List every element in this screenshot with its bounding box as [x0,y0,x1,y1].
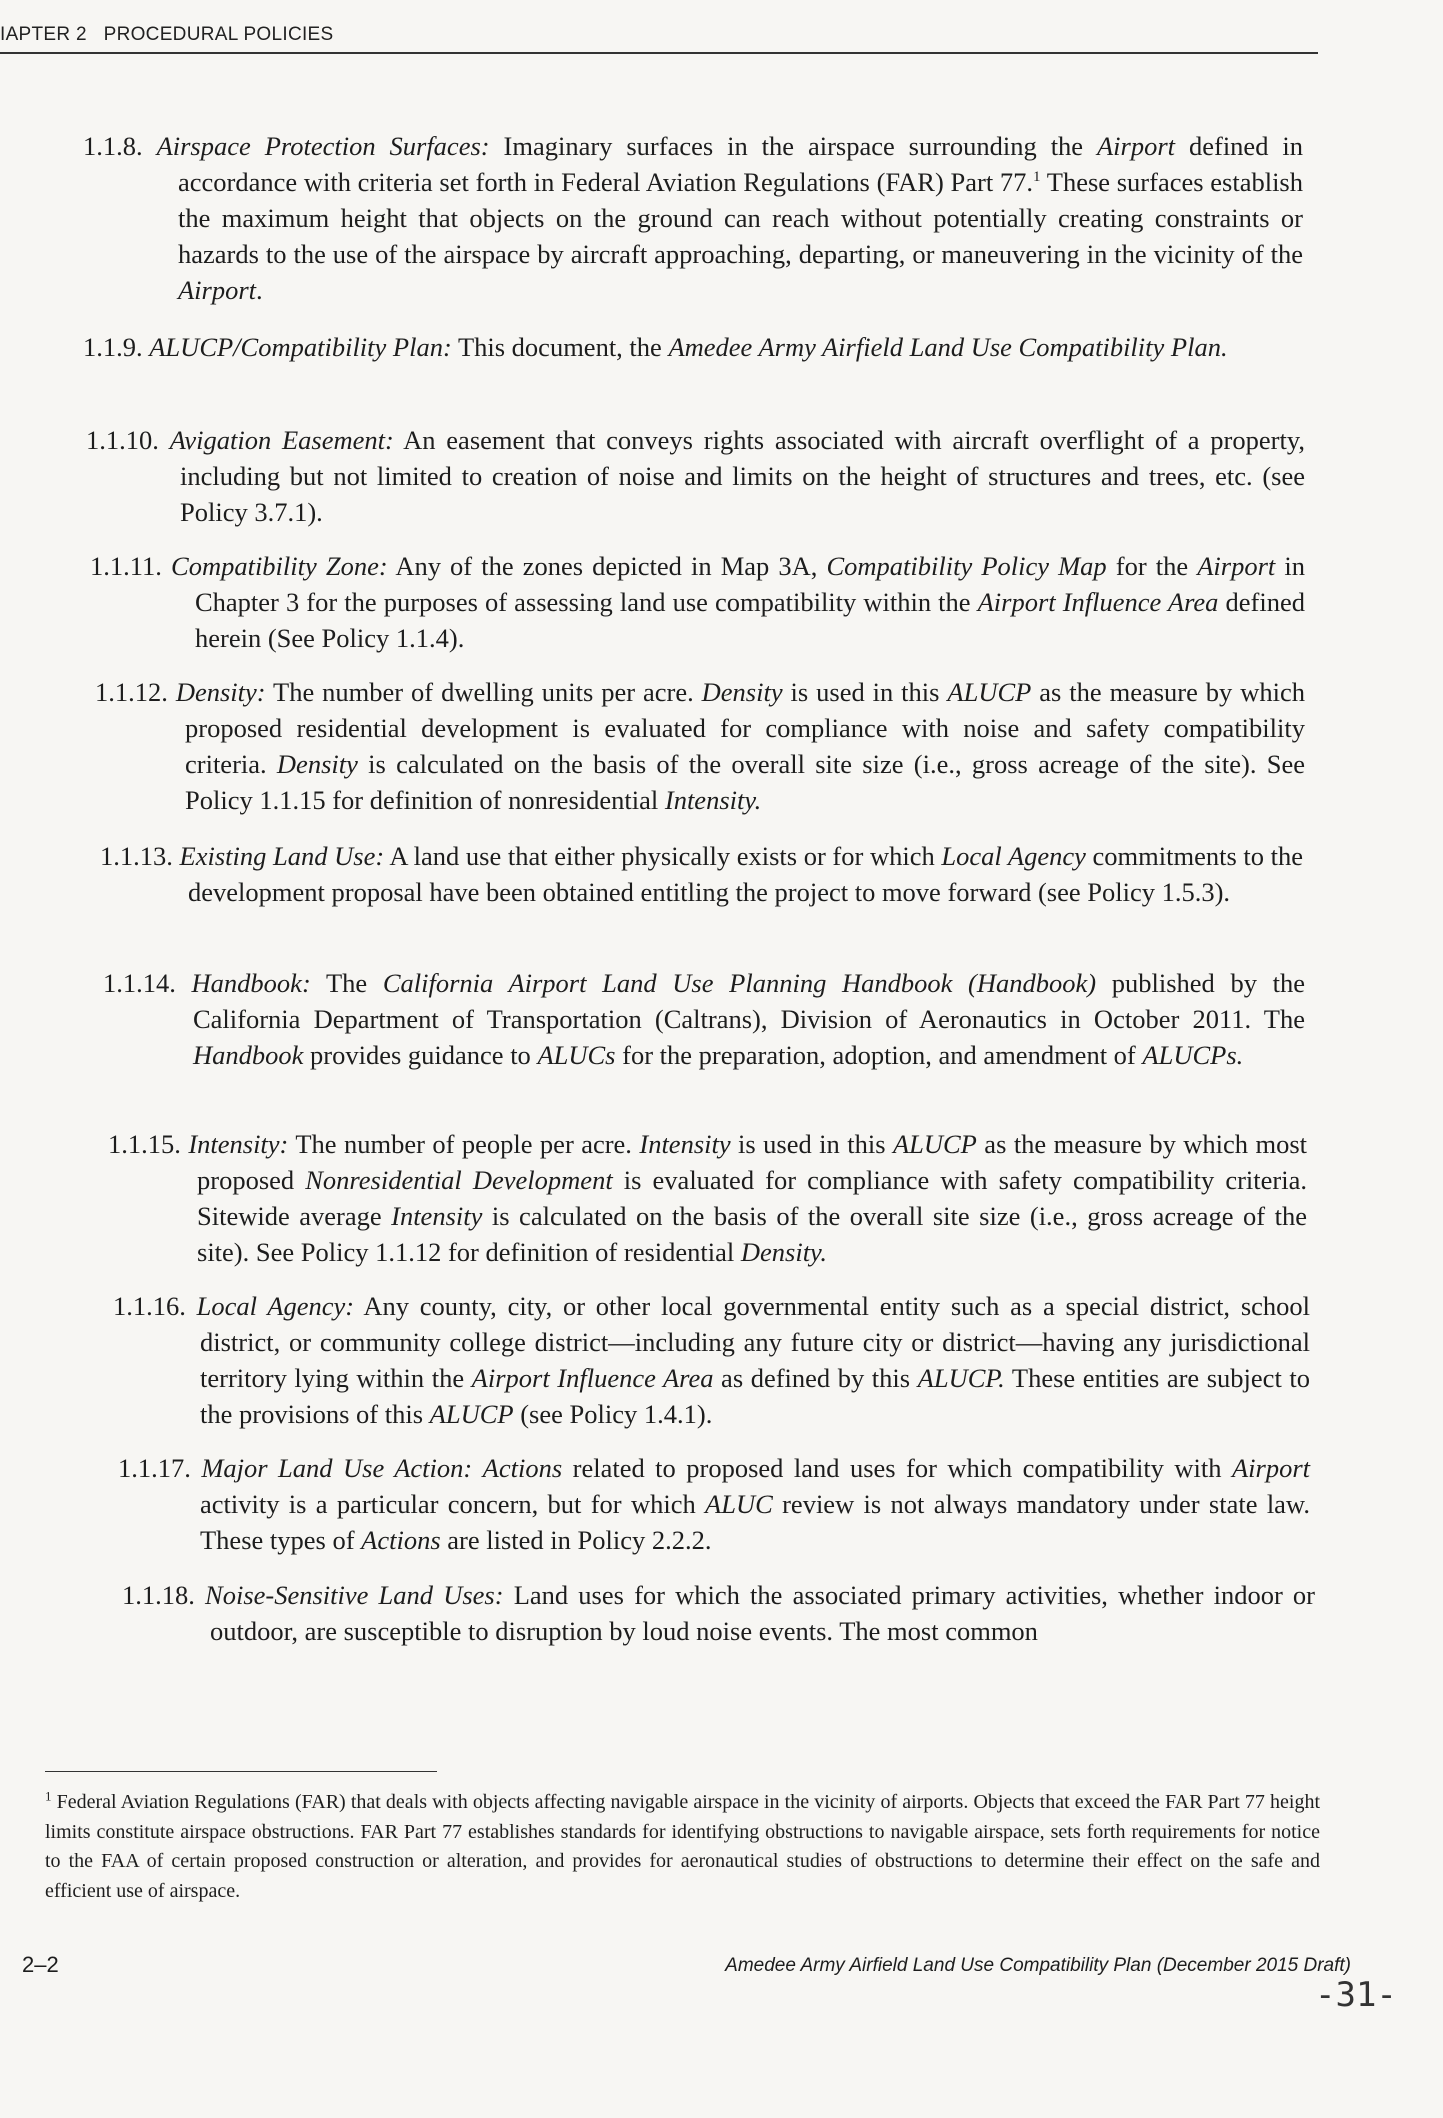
definition-number: 1.1.8. [83,131,143,161]
definition-text: defined herein (See Policy 1.1.4). [195,587,1305,653]
footnote-reference: 1 [1033,169,1041,186]
definition-text: provides guidance to [303,1040,538,1070]
definition-1-1-13 [100,838,1304,910]
definition-term: Local Agency: [196,1291,355,1321]
definition-text: ALUCP. [917,1363,1005,1393]
definition-text: published by the California Department of Transportation (Caltrans), Division of Aeronautics in October 2011. The [193,968,1305,1034]
definition-text: The number of people per acre. [288,1129,640,1159]
definition-term: Handbook: [191,968,311,998]
definition-number: 1.1.11. [90,551,162,581]
definition-text: Airport Influence Area [977,587,1219,617]
definition-number: 1.1.13. [100,841,173,871]
definition-term: Compatibility Zone: [171,551,388,581]
definition-text: Density. [740,1237,827,1267]
definition-text: ALUCP [892,1129,977,1159]
definition-term: ALUCP/Compatibility Plan: [149,332,452,362]
definition-text: An easement that conveys rights associated with aircraft overflight of a property, including but not limited to creation of noise and limits on the height of structures and trees, etc. (see Policy 3.7.1). [180,425,1305,527]
definition-text: for the preparation, adoption, and amendment of [615,1040,1143,1070]
definition-text: Intensity [391,1201,483,1231]
definition-number: 1.1.17. [118,1453,191,1483]
chapter-header: IAPTER 2 PROCEDURAL POLICIES [0,24,334,45]
definition-text: Intensity. [664,785,762,815]
definition-text: These surfaces establish the maximum height that objects on the ground can reach without potentially creating constraints or hazards to the use of the airspace by aircraft approaching, departing, or maneuvering in the vicinity of the [178,167,1303,269]
definition-1-1-17 [118,1450,1311,1558]
definition-text: are listed in Policy 2.2.2. [440,1525,712,1555]
definition-text: Airport Influence Area [471,1363,714,1393]
definition-text: ALUC [705,1489,773,1519]
definition-1-1-9 [83,329,1303,365]
definition-text: Airport [1197,551,1276,581]
definition-text: is evaluated for compliance with safety compatibility criteria. Sitewide average [197,1165,1307,1231]
definition-text: Actions [361,1525,441,1555]
definition-text: The [310,968,383,998]
definition-text: ALUCP [429,1399,514,1429]
definition-text: Amedee Army Airfield Land Use Compatibility Plan. [668,332,1228,362]
footnote-rule [45,1771,437,1772]
definition-text: This document, the [451,332,669,362]
definition-text: Airport [178,275,257,305]
footnote-text: Federal Aviation Regulations (FAR) that deals with objects affecting navigable airspace in the vicinity of airports. Objects that exceed the FAR Part 77 height limits constitute airspace obstructions. FAR Part 77 establishes standards for identifying obstructions to navigable airspace, sets forth requirements for notice to the FAA of certain proposed construction or alteration, and provides for aeronautical studies of obstructions to determine their effect on the safe and efficient use of airspace. [45,1791,1321,1902]
definition-text: Handbook [193,1040,304,1070]
definition-text: California Airport Land Use Planning Handbook (Handbook) [382,968,1097,998]
definition-term: Existing Land Use: [179,841,385,871]
definition-text: Airport [1097,131,1176,161]
definition-text: Intensity [639,1129,731,1159]
handwritten-page-number: -31- [1315,1975,1397,2015]
definition-text: as the measure by which proposed residential development is evaluated for compliance with noise and safety compatibility criteria. [185,677,1305,779]
definition-text: Imaginary surfaces in the airspace surrounding the [489,131,1097,161]
definition-term: Noise-Sensitive Land Uses: [205,1580,504,1610]
definition-term: Avigation Easement: [169,425,394,455]
definition-text: is calculated on the basis of the overall site size (i.e., gross acreage of the site). See Policy 1.1.12 for definition of residential [197,1201,1307,1267]
definition-text: ALUCPs. [1142,1040,1244,1070]
definition-text: review is not always mandatory under state law. These types of [200,1489,1310,1555]
definition-1-1-14 [103,965,1305,1073]
footnote [45,1788,1320,1906]
definition-1-1-8 [83,128,1303,308]
definition-term: Density: [175,677,266,707]
definition-text: ALUCs [537,1040,616,1070]
definition-text: Nonresidential Development [305,1165,613,1195]
definition-text: The number of dwelling units per acre. [265,677,702,707]
definition-text: (see Policy 1.4.1). [513,1399,713,1429]
definition-term: Major Land Use Action: [201,1453,473,1483]
definition-1-1-12 [95,674,1305,818]
definition-number: 1.1.18. [122,1580,195,1610]
definition-text: Land uses for which the associated primary activities, whether indoor or outdoor, are susceptible to disruption by loud noise events. The most common [210,1580,1315,1646]
definition-term: Intensity: [188,1129,289,1159]
definition-text: These entities are subject to the provisions of this [200,1363,1310,1429]
definition-text: as the measure by which most proposed [197,1129,1308,1195]
definition-text [472,1453,482,1483]
definition-number: 1.1.16. [113,1291,186,1321]
definition-text: is calculated on the basis of the overall site size (i.e., gross acreage of the site). See Policy 1.1.15 for definition of nonresidential [185,749,1305,815]
definition-number: 1.1.12. [95,677,168,707]
definition-text: Airport [1231,1453,1311,1483]
definition-1-1-18 [122,1577,1315,1649]
header-rule [0,52,1318,54]
definition-text: Any county, city, or other local governmental entity such as a special district, school district, or community college district—including any future city or district—having any jurisdictional territory lying within the [200,1291,1311,1393]
definition-text: is used in this [782,677,948,707]
footnote-marker: 1 [45,1788,52,1804]
definition-text: activity is a particular concern, but for which [200,1489,706,1519]
definition-text: Actions [482,1453,563,1483]
definition-1-1-15 [108,1126,1308,1270]
definition-text: as defined by this [713,1363,918,1393]
definition-number: 1.1.9. [83,332,143,362]
definition-number: 1.1.14. [103,968,176,998]
definition-1-1-10 [86,422,1305,530]
definition-1-1-16 [113,1288,1311,1432]
definition-text: Density [701,677,783,707]
definition-number: 1.1.15. [108,1129,181,1159]
definition-1-1-11 [90,548,1306,656]
definition-text: . [256,275,263,305]
definition-text: Compatibility Policy Map [826,551,1107,581]
definition-number: 1.1.10. [86,425,159,455]
definition-text: commitments to the development proposal have been obtained entitling the project to move forward (see Policy 1.5.3). [188,841,1304,907]
document-title: Amedee Army Airfield Land Use Compatibility Plan (December 2015 Draft) [725,1955,1351,1976]
definition-text: in Chapter 3 for the purposes of assessing land use compatibility within the [195,551,1306,617]
definition-text: related to proposed land uses for which compatibility with [562,1453,1232,1483]
definition-text: Local Agency [941,841,1086,871]
definition-text: is used in this [730,1129,893,1159]
page-number: 2–2 [22,1952,59,1977]
definition-text: Density [276,749,358,779]
definition-term: Airspace Protection Surfaces: [156,131,490,161]
definition-text: ALUCP [947,677,1032,707]
definition-text: for the [1106,551,1198,581]
definition-text: defined in accordance with criteria set forth in Federal Aviation Regulations (FAR) Part 77. [178,131,1303,197]
definition-text: Any of the zones depicted in Map 3A, [387,551,827,581]
definition-text: A land use that either physically exists or for which [384,841,942,871]
